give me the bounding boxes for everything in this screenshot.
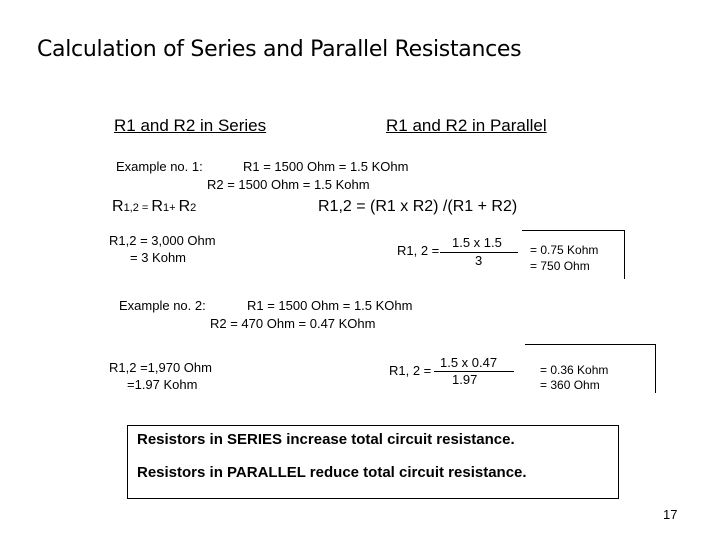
series-formula-r2-sub: 2 (190, 202, 197, 214)
example-1-r2: R2 = 1500 Ohm = 1.5 Kohm (207, 177, 370, 192)
example-1-r1: R1 = 1500 Ohm = 1.5 KOhm (243, 159, 409, 174)
parallel-calc-2-denominator: 1.97 (452, 372, 478, 387)
example-1-label: Example no. 1: (116, 159, 203, 174)
parallel-calc-2-numerator: 1.5 x 0.47 (440, 355, 498, 370)
parallel-calc-1-result2: = 750 Ohm (530, 259, 590, 273)
conclusion-parallel: Resistors in PARALLEL reduce total circuit resistance. (137, 464, 527, 481)
parallel-calc-2-result2: = 360 Ohm (540, 378, 600, 392)
page-number: 17 (663, 507, 678, 522)
series-heading: R1 and R2 in Series (114, 116, 267, 135)
series-formula-plus: + (169, 202, 179, 214)
parallel-calc-2-lhs: R1, 2 = (389, 363, 432, 378)
series-result-2-line1: R1,2 =1,970 Ohm (109, 360, 212, 375)
example-2-label: Example no. 2: (119, 298, 206, 313)
series-formula-r1-sub: 1 (162, 202, 170, 214)
series-result-1-line1: R1,2 = 3,000 Ohm (109, 233, 216, 248)
conclusion-series: Resistors in SERIES increase total circuit resistance. (137, 431, 515, 448)
series-formula-lhs-sub: 1,2 (123, 202, 139, 214)
series-formula-r2: R (178, 198, 191, 215)
series-result-1-line2: = 3 Kohm (130, 250, 187, 265)
parallel-calc-2-result1: = 0.36 Kohm (540, 363, 609, 377)
parallel-calc-1-numerator: 1.5 x 1.5 (452, 235, 502, 250)
parallel-calc-1-denominator: 3 (475, 253, 483, 268)
series-formula-eq: = (138, 202, 152, 214)
series-formula-lhs: R (112, 198, 124, 215)
example-2-r2: R2 = 470 Ohm = 0.47 KOhm (210, 316, 376, 331)
parallel-calc-1-lhs: R1, 2 = (397, 243, 440, 258)
example-2-r1: R1 = 1500 Ohm = 1.5 KOhm (247, 298, 413, 313)
series-formula (112, 198, 196, 216)
series-result-2-line2: =1.97 Kohm (127, 377, 198, 392)
parallel-calc-1-result1: = 0.75 Kohm (530, 243, 599, 257)
series-formula-r1: R (151, 198, 163, 215)
parallel-formula: R1,2 = (R1 x R2) /(R1 + R2) (318, 198, 518, 215)
page-title: Calculation of Series and Parallel Resistances (37, 37, 522, 62)
parallel-heading: R1 and R2 in Parallel (386, 116, 547, 135)
